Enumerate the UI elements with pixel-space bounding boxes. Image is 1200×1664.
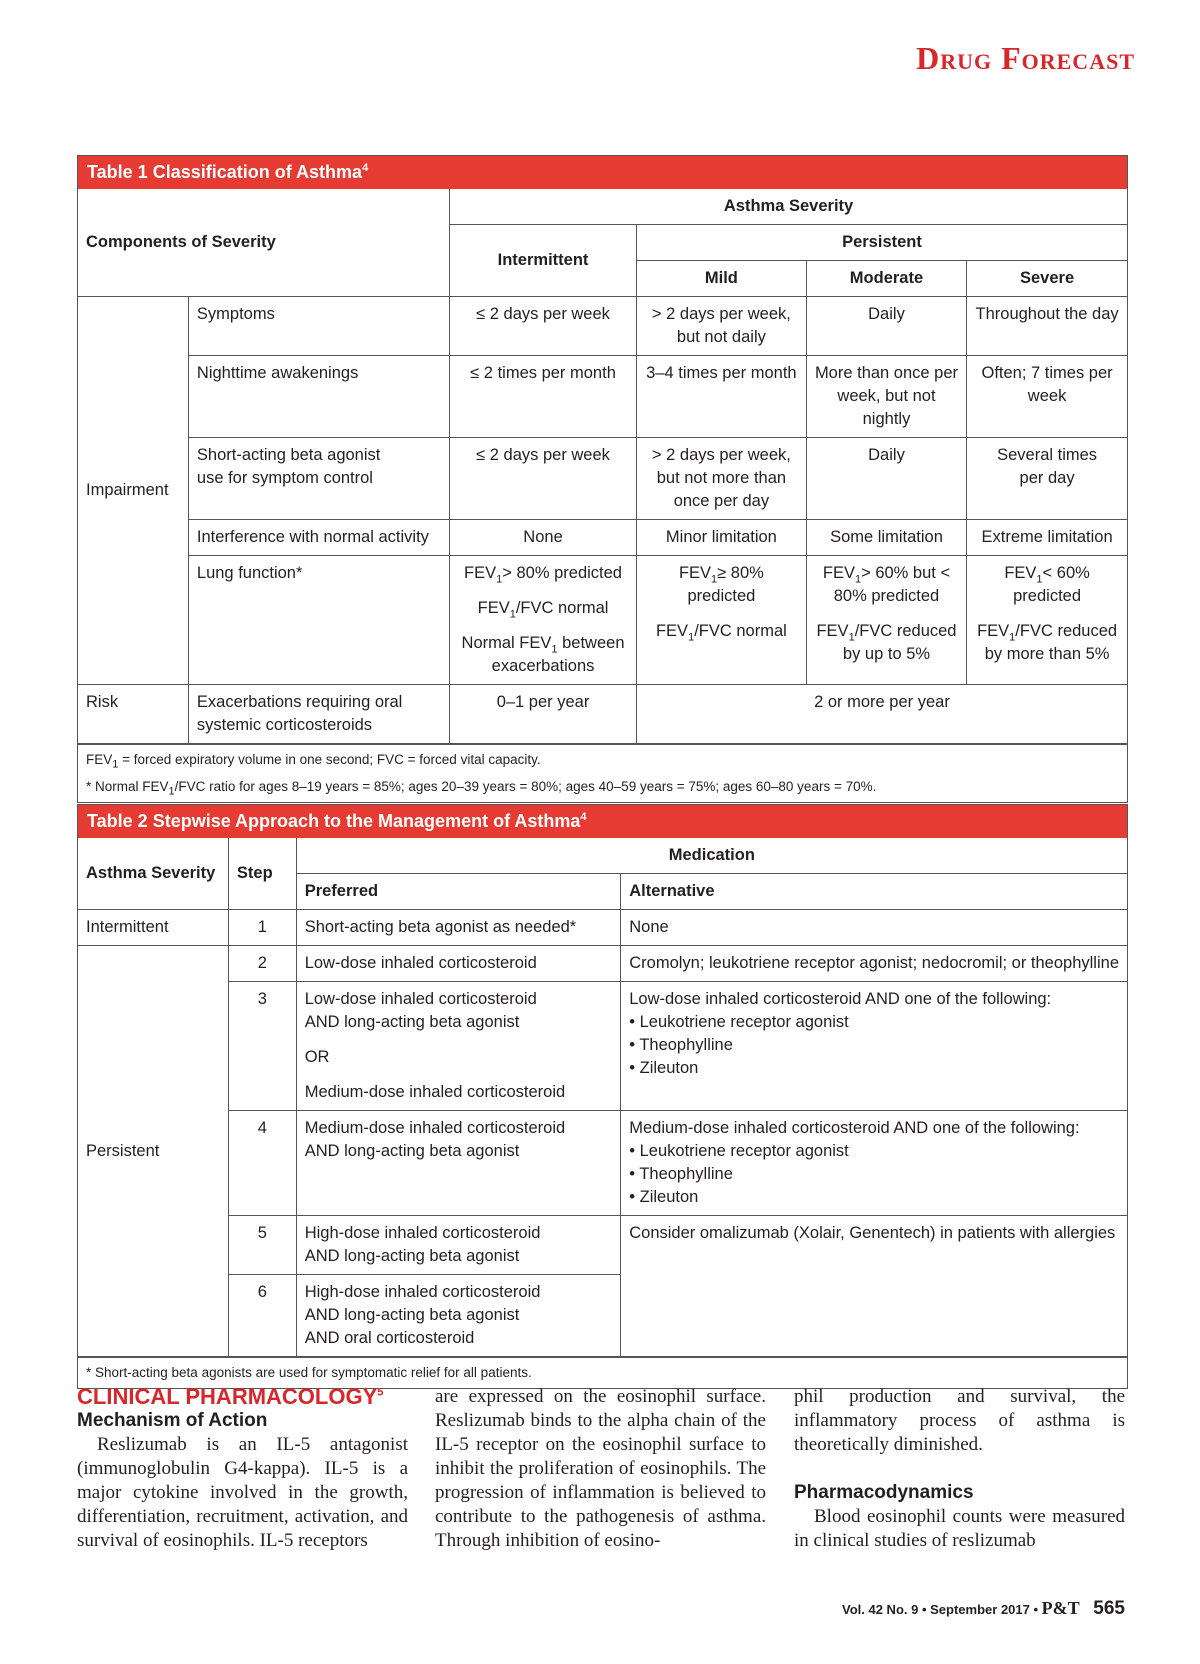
cell: Cromolyn; leukotriene receptor agonist; nedocromil; or theophylline	[621, 946, 1127, 982]
issue-date: September 2017	[930, 1602, 1030, 1617]
column-2	[435, 1385, 766, 1553]
table-2-grid	[78, 838, 1127, 1357]
cell: 3–4 times per month	[636, 356, 806, 438]
table-row	[78, 1111, 1127, 1216]
list-item: • Leukotriene receptor agonist	[629, 1140, 1119, 1163]
severity-header: Asthma Severity	[450, 189, 1127, 225]
cell: $FEV_1> 60\%$ but < 80% predicted $FEV_1$/FVC reduced by up to 5%	[806, 556, 966, 685]
cell: Daily	[806, 297, 966, 356]
alt-list	[629, 1140, 1119, 1209]
list-item: • Theophylline	[629, 1163, 1119, 1186]
paragraph: Reslizumab is an IL-5 antagonist (immunoglobulin G4-kappa). IL-5 is a major cytokine involved in the growth, differentiation, recruitment, activation, and survival of eosinophils. IL-5 receptors	[77, 1434, 408, 1551]
page-number: 565	[1093, 1598, 1125, 1619]
mild-header: Mild	[636, 261, 806, 297]
severity-cell: Intermittent	[78, 910, 228, 946]
cell: ≤ 2 days per week	[450, 297, 637, 356]
paragraph: phil production and survival, the inflammatory process of asthma is theoretically diminished.	[794, 1386, 1125, 1455]
step-cell: 6	[228, 1275, 296, 1357]
persistent-header: Persistent	[636, 225, 1127, 261]
table-row	[78, 520, 1127, 556]
intermittent-header: Intermittent	[450, 225, 637, 297]
table-row	[78, 946, 1127, 982]
step-cell: 3	[228, 982, 296, 1111]
step-cell: 5	[228, 1216, 296, 1275]
paragraph: are expressed on the eosinophil surface. Reslizumab binds to the alpha chain of the IL-5 receptor on the eosinophil surface to inhibit the proliferation of eosinophils. The progression of inflammation is believed to contribute to the pathogenesis of asthma. Through inhibition of eosino-	[435, 1386, 766, 1551]
cell: $FEV_1\ge 80\%$ predicted $FEV_1$/FVC normal	[636, 556, 806, 685]
table-row	[78, 438, 1127, 520]
pharmacodynamics-heading: Pharmacodynamics	[794, 1482, 974, 1503]
cell: $FEV_1> 80\%$ predicted $FEV_1$/FVC normal Normal $FEV_1$ between exacerbations	[450, 556, 637, 685]
cell: > 2 days per week, but not more than once per day	[636, 438, 806, 520]
cell: Consider omalizumab (Xolair, Genentech) in patients with allergies	[621, 1216, 1127, 1357]
risk-label: Risk	[78, 685, 188, 744]
cell: Medium-dose inhaled corticosteroid AND long-acting beta agonist	[296, 1111, 621, 1216]
table-1	[77, 155, 1128, 803]
table-2-title: Table 2 Stepwise Approach to the Management of Asthma$^4$	[78, 805, 1127, 838]
table-2	[77, 804, 1128, 1389]
cell: High-dose inhaled corticosteroid AND long-acting beta agonist AND oral corticosteroid	[296, 1275, 621, 1357]
cell: Low-dose inhaled corticosteroid	[296, 946, 621, 982]
cell: Low-dose inhaled corticosteroid AND one of the following: • Leukotriene receptor agonist • Theophylline • Zileuton	[621, 982, 1127, 1111]
cell: More than once per week, but not nightly	[806, 356, 966, 438]
section-heading: CLINICAL PHARMACOLOGY$^5$	[77, 1384, 384, 1409]
table-row	[78, 685, 1127, 744]
list-item: • Theophylline	[629, 1034, 1119, 1057]
col-severity: Asthma Severity	[78, 838, 228, 910]
mechanism-heading: Mechanism of Action	[77, 1410, 268, 1431]
cell: Several times per day	[967, 438, 1127, 520]
list-item: • Zileuton	[629, 1186, 1119, 1209]
col-medication: Medication	[296, 838, 1127, 874]
list-item: • Leukotriene receptor agonist	[629, 1011, 1119, 1034]
table-row	[78, 356, 1127, 438]
table-row	[78, 910, 1127, 946]
cell: 0–1 per year	[450, 685, 637, 744]
impairment-label: Impairment	[78, 297, 188, 685]
cell: $FEV_1< 60\%$ predicted $FEV_1$/FVC reduced by more than 5%	[967, 556, 1127, 685]
cell: Often; 7 times per week	[967, 356, 1127, 438]
cell: 2 or more per year	[636, 685, 1127, 744]
table-row	[78, 556, 1127, 685]
cell: Throughout the day	[967, 297, 1127, 356]
row-label: Lung function*	[188, 556, 449, 685]
row-label: Nighttime awakenings	[188, 356, 449, 438]
journal-logo: P&T	[1041, 1598, 1080, 1618]
step-cell: 4	[228, 1111, 296, 1216]
severity-cell: Persistent	[78, 946, 228, 1357]
cell: Daily	[806, 438, 966, 520]
cell: Extreme limitation	[967, 520, 1127, 556]
column-3	[794, 1385, 1125, 1553]
col-alternative: Alternative	[621, 874, 1127, 910]
cell: Minor limitation	[636, 520, 806, 556]
table-1-notes	[78, 744, 1127, 802]
table-row	[78, 982, 1127, 1111]
row-label: Exacerbations requiring oral systemic corticosteroids	[188, 685, 449, 744]
cell: High-dose inhaled corticosteroid AND long-acting beta agonist	[296, 1216, 621, 1275]
cell: None	[621, 910, 1127, 946]
alt-list	[629, 1011, 1119, 1080]
paragraph: Blood eosinophil counts were measured in clinical studies of reslizumab	[794, 1506, 1125, 1551]
cell: Some limitation	[806, 520, 966, 556]
cell: Medium-dose inhaled corticosteroid AND one of the following: • Leukotriene receptor agonist • Theophylline • Zileuton	[621, 1111, 1127, 1216]
page-footer: Vol. 42 No. 9 • September 2017 • P&T 565	[842, 1598, 1125, 1619]
table-1-note-ratio: * Normal $FEV_1$/FVC ratio for ages 8–19 years = 85%; ages 20–39 years = 80%; ages 40–59 years = 75%; ages 60–80 years = 70%.	[86, 779, 877, 798]
table-1-grid	[78, 189, 1127, 744]
table-1-note-abbrev: $FEV_1$ = forced expiratory volume in one second; FVC = forced vital capacity.	[86, 752, 541, 771]
cell: None	[450, 520, 637, 556]
table-2-note: * Short-acting beta agonists are used for symptomatic relief for all patients.	[78, 1357, 1127, 1388]
table-1-title: Table 1 Classification of Asthma$^4$	[78, 156, 1127, 189]
row-label: Short-acting beta agonist use for symptom control	[188, 438, 449, 520]
col-step: Step	[228, 838, 296, 910]
column-1	[77, 1385, 408, 1553]
cell: Low-dose inhaled corticosteroid AND long-acting beta agonist OR Medium-dose inhaled corticosteroid	[296, 982, 621, 1111]
table-row	[78, 1216, 1127, 1275]
step-cell: 1	[228, 910, 296, 946]
cell: Short-acting beta agonist as needed*	[296, 910, 621, 946]
cell: ≤ 2 days per week	[450, 438, 637, 520]
cell: ≤ 2 times per month	[450, 356, 637, 438]
severe-header: Severe	[967, 261, 1127, 297]
running-head: Drug Forecast	[916, 40, 1135, 76]
step-cell: 2	[228, 946, 296, 982]
row-label: Interference with normal activity	[188, 520, 449, 556]
list-item: • Zileuton	[629, 1057, 1119, 1080]
moderate-header: Moderate	[806, 261, 966, 297]
table-row	[78, 297, 1127, 356]
issue-info: Vol. 42 No. 9	[842, 1602, 919, 1617]
col-preferred: Preferred	[296, 874, 621, 910]
components-header: Components of Severity	[78, 189, 450, 297]
row-label: Symptoms	[188, 297, 449, 356]
cell: > 2 days per week, but not daily	[636, 297, 806, 356]
